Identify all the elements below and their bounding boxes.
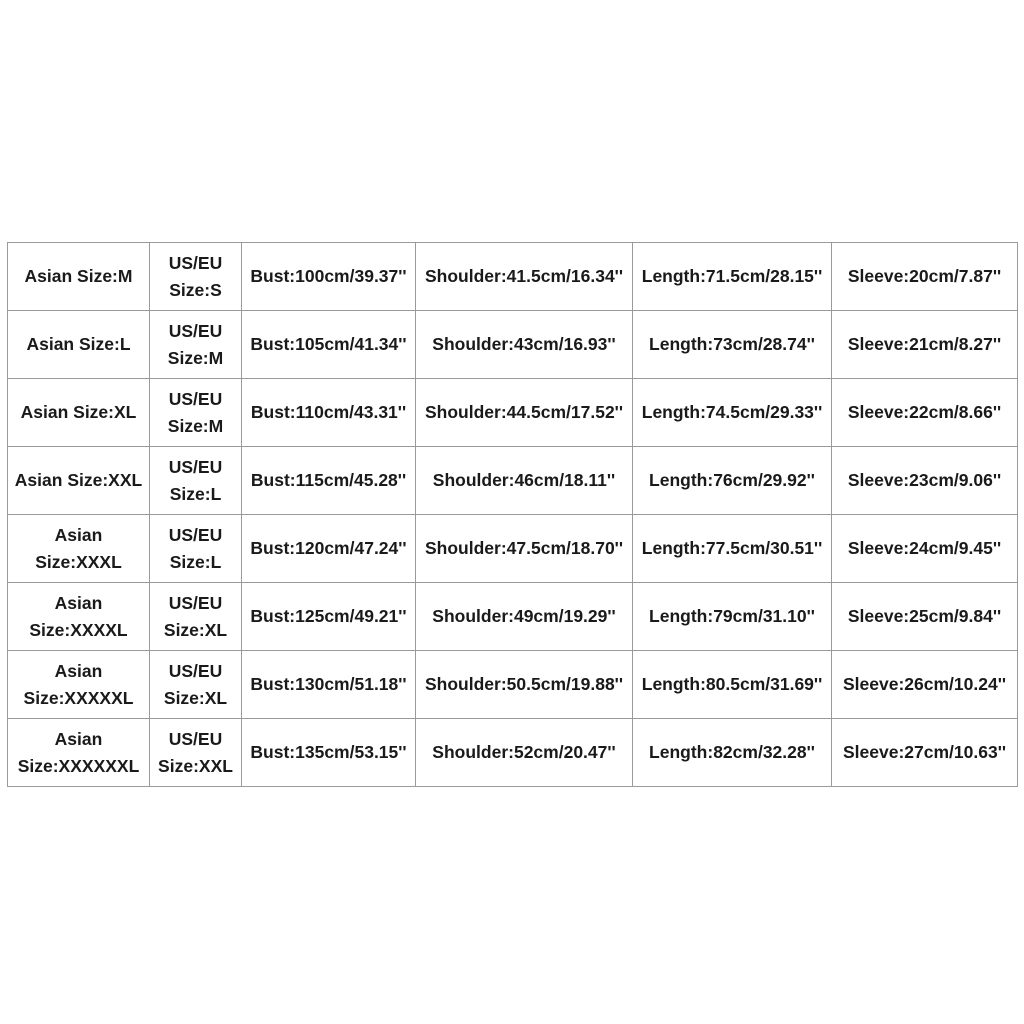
asian-size-cell: Asian Size:XXXL bbox=[8, 515, 150, 583]
sleeve-cell: Sleeve:23cm/9.06'' bbox=[832, 447, 1018, 515]
us-eu-size-cell: US/EU Size:XXL bbox=[150, 719, 242, 787]
shoulder-cell: Shoulder:49cm/19.29'' bbox=[416, 583, 633, 651]
sleeve-cell: Sleeve:21cm/8.27'' bbox=[832, 311, 1018, 379]
asian-size-cell: Asian Size:M bbox=[8, 243, 150, 311]
sleeve-cell: Sleeve:20cm/7.87'' bbox=[832, 243, 1018, 311]
length-cell: Length:74.5cm/29.33'' bbox=[633, 379, 832, 447]
length-cell: Length:77.5cm/30.51'' bbox=[633, 515, 832, 583]
shoulder-cell: Shoulder:46cm/18.11'' bbox=[416, 447, 633, 515]
table-row bbox=[8, 243, 1018, 311]
us-eu-size-cell: US/EU Size:L bbox=[150, 515, 242, 583]
shoulder-cell: Shoulder:44.5cm/17.52'' bbox=[416, 379, 633, 447]
us-eu-size-cell: US/EU Size:M bbox=[150, 379, 242, 447]
sleeve-cell: Sleeve:27cm/10.63'' bbox=[832, 719, 1018, 787]
shoulder-cell: Shoulder:52cm/20.47'' bbox=[416, 719, 633, 787]
us-eu-size-cell: US/EU Size:M bbox=[150, 311, 242, 379]
table-row bbox=[8, 379, 1018, 447]
us-eu-size-cell: US/EU Size:S bbox=[150, 243, 242, 311]
size-chart-table bbox=[7, 242, 1018, 787]
shoulder-cell: Shoulder:43cm/16.93'' bbox=[416, 311, 633, 379]
table-row bbox=[8, 515, 1018, 583]
us-eu-size-cell: US/EU Size:L bbox=[150, 447, 242, 515]
length-cell: Length:79cm/31.10'' bbox=[633, 583, 832, 651]
length-cell: Length:71.5cm/28.15'' bbox=[633, 243, 832, 311]
bust-cell: Bust:110cm/43.31'' bbox=[242, 379, 416, 447]
asian-size-cell: Asian Size:XXXXL bbox=[8, 583, 150, 651]
length-cell: Length:80.5cm/31.69'' bbox=[633, 651, 832, 719]
bust-cell: Bust:115cm/45.28'' bbox=[242, 447, 416, 515]
bust-cell: Bust:125cm/49.21'' bbox=[242, 583, 416, 651]
length-cell: Length:82cm/32.28'' bbox=[633, 719, 832, 787]
table-row bbox=[8, 719, 1018, 787]
us-eu-size-cell: US/EU Size:XL bbox=[150, 651, 242, 719]
shoulder-cell: Shoulder:41.5cm/16.34'' bbox=[416, 243, 633, 311]
shoulder-cell: Shoulder:50.5cm/19.88'' bbox=[416, 651, 633, 719]
bust-cell: Bust:105cm/41.34'' bbox=[242, 311, 416, 379]
asian-size-cell: Asian Size:L bbox=[8, 311, 150, 379]
asian-size-cell: Asian Size:XL bbox=[8, 379, 150, 447]
asian-size-cell: Asian Size:XXXXXL bbox=[8, 651, 150, 719]
bust-cell: Bust:120cm/47.24'' bbox=[242, 515, 416, 583]
sleeve-cell: Sleeve:24cm/9.45'' bbox=[832, 515, 1018, 583]
size-chart-body bbox=[8, 243, 1018, 787]
asian-size-cell: Asian Size:XXXXXXL bbox=[8, 719, 150, 787]
table-row bbox=[8, 311, 1018, 379]
sleeve-cell: Sleeve:25cm/9.84'' bbox=[832, 583, 1018, 651]
bust-cell: Bust:135cm/53.15'' bbox=[242, 719, 416, 787]
shoulder-cell: Shoulder:47.5cm/18.70'' bbox=[416, 515, 633, 583]
bust-cell: Bust:100cm/39.37'' bbox=[242, 243, 416, 311]
bust-cell: Bust:130cm/51.18'' bbox=[242, 651, 416, 719]
length-cell: Length:73cm/28.74'' bbox=[633, 311, 832, 379]
us-eu-size-cell: US/EU Size:XL bbox=[150, 583, 242, 651]
sleeve-cell: Sleeve:22cm/8.66'' bbox=[832, 379, 1018, 447]
table-row bbox=[8, 651, 1018, 719]
sleeve-cell: Sleeve:26cm/10.24'' bbox=[832, 651, 1018, 719]
asian-size-cell: Asian Size:XXL bbox=[8, 447, 150, 515]
table-row bbox=[8, 447, 1018, 515]
length-cell: Length:76cm/29.92'' bbox=[633, 447, 832, 515]
table-row bbox=[8, 583, 1018, 651]
